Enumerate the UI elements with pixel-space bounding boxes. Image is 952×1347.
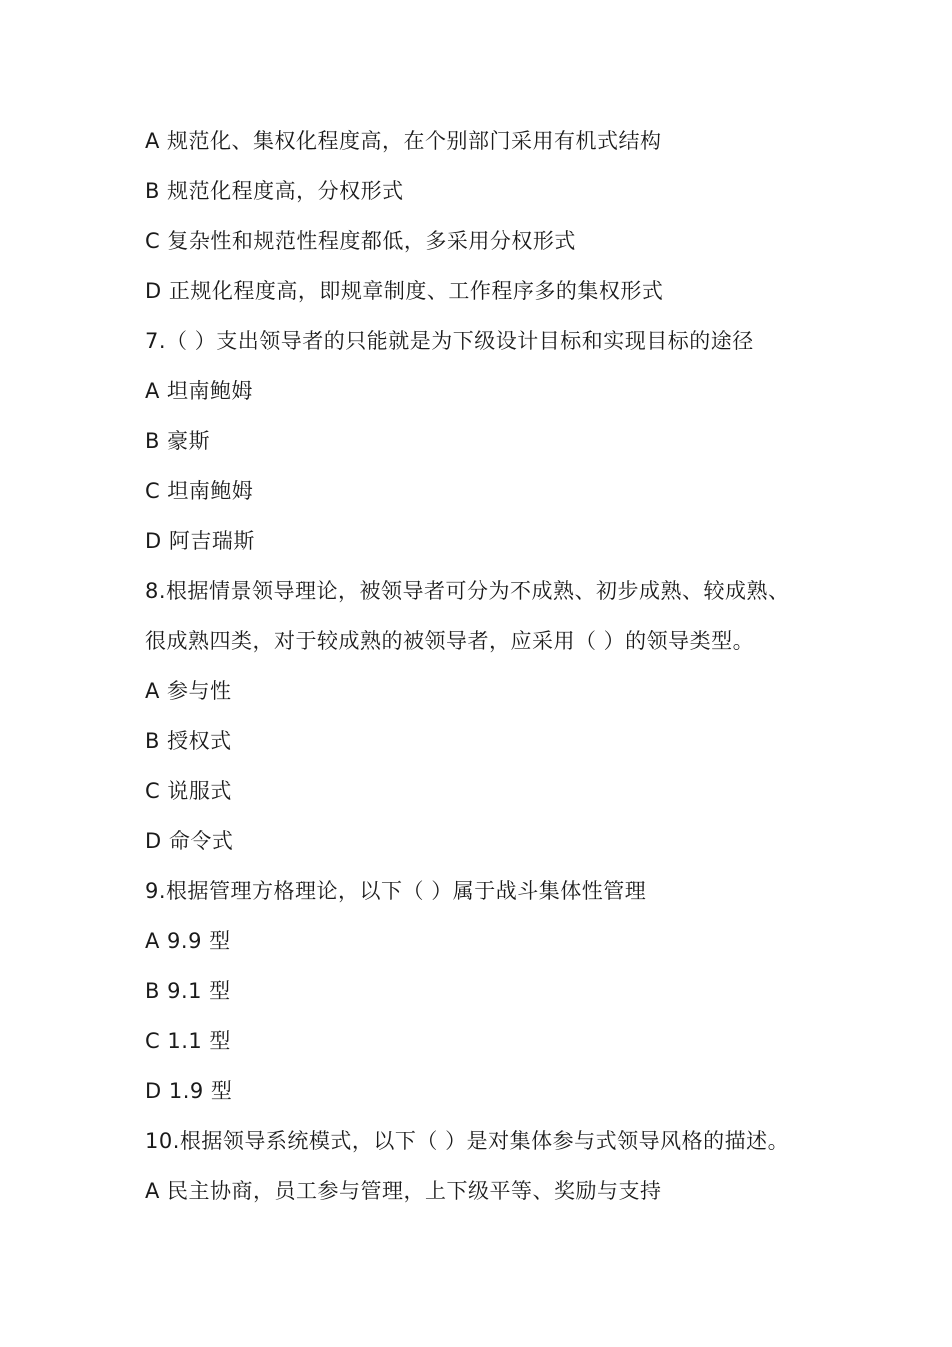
option-c-q9: C 1.1 型 [145, 1029, 231, 1053]
option-b-q7: B 豪斯 [145, 429, 211, 453]
option-b-q8: B 授权式 [145, 729, 232, 753]
question-8-line-1: 8.根据情景领导理论，被领导者可分为不成熟、初步成熟、较成熟、 [145, 579, 790, 603]
option-b-q9: B 9.1 型 [145, 979, 231, 1003]
option-c-q6: C 复杂性和规范性程度都低，多采用分权形式 [145, 229, 576, 253]
option-a-q9: A 9.9 型 [145, 929, 231, 953]
question-9: 9.根据管理方格理论，以下（ ）属于战斗集体性管理 [145, 879, 647, 903]
option-b-q6: B 规范化程度高，分权形式 [145, 179, 404, 203]
option-d-q6: D 正规化程度高，即规章制度、工作程序多的集权形式 [145, 279, 664, 303]
option-d-q9: D 1.9 型 [145, 1079, 233, 1103]
option-a-q10: A 民主协商，员工参与管理，上下级平等、奖励与支持 [145, 1179, 662, 1203]
option-c-q8: C 说服式 [145, 779, 232, 803]
question-10: 10.根据领导系统模式，以下（ ）是对集体参与式领导风格的描述。 [145, 1129, 790, 1153]
question-8-line-2: 很成熟四类，对于较成熟的被领导者，应采用（ ）的领导类型。 [145, 629, 755, 653]
option-a-q6: A 规范化、集权化程度高，在个别部门采用有机式结构 [145, 129, 662, 153]
option-a-q7: A 坦南鲍姆 [145, 379, 254, 403]
option-c-q7: C 坦南鲍姆 [145, 479, 254, 503]
option-d-q7: D 阿吉瑞斯 [145, 529, 255, 553]
question-7: 7.（ ）支出领导者的只能就是为下级设计目标和实现目标的途径 [145, 329, 754, 353]
option-a-q8: A 参与性 [145, 679, 232, 703]
option-d-q8: D 命令式 [145, 829, 234, 853]
